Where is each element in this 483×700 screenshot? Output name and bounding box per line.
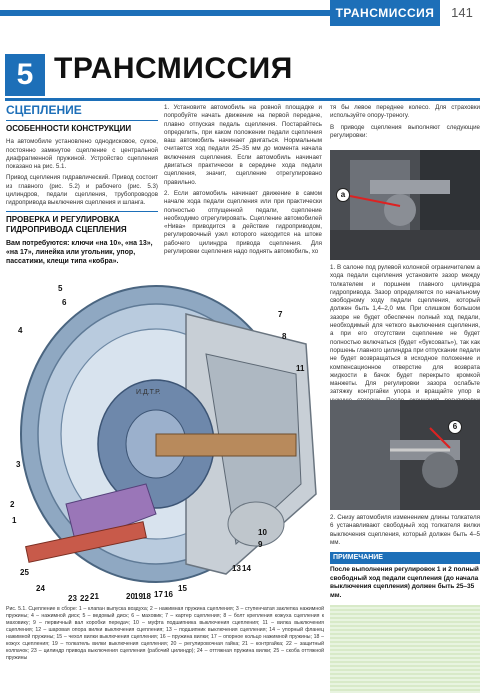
photo-pushrod-adjustment [330, 400, 480, 510]
tools-required: Вам потребуются: ключи «на 10», «на 13», «на 17», линейка или угольник, упор, пассатижи, клещи типа «кобра». [6, 239, 153, 265]
page-number: 141 [451, 5, 473, 20]
photo-pedal-image [330, 150, 480, 260]
callout-1: 1 [12, 516, 17, 525]
step-2-text: 2. Снизу автомобиля изменением длины толкателя 6 устанавливают свободный ход толкателя вилки выключения сцепления, который должен быть 4–5 мм. [330, 514, 480, 546]
column-right [330, 104, 480, 143]
callout-23: 23 [68, 594, 77, 603]
photo-label-a: а [336, 188, 350, 202]
column-middle [164, 104, 322, 259]
callout-18: 18 [142, 592, 151, 601]
figure-stamp: И.Д.Т.Р. [136, 389, 161, 396]
paragraph: 1. Установите автомобиль на ровной площадке и попробуйте начать движение на первой передаче, плавно отпуская педаль сцепления. Постарайтесь определить, при каком положении педали сцепления ваш автомобиль начинает двигаться. Нормальным считается ход педали 25–35 мм до момента начала включения сцепления. Если автомобиль начинает двигаться практически в середине хода педали сцепления, значит, сцепление отрегулировано правильно. [164, 104, 322, 186]
figure-caption: Рис. 5.1. Сцепление в сборе: 1 – клапан выпуска воздуха; 2 – нажимная пружина сцепления; 3 – ступенчатая заклепка нажимной пружины; 4 – нажимной диск; 5 – ведомый диск; 6 – маховик; 7 – картер сцепления; 8 – болт крепления кожуха сцепления к маховику; 9 – первичный вал коробки передач; 10 – муфта подшипника выключения сцепления; 11 – вилка выключения сцепления; 12 – шаровая опора вилки выключения сцепления; 13 – подшипник выключения сцепления; 14 – упорный фланец нажимной пружины; 15 – чехол вилки выключения сцепления; 16 – пружина вилки; 17 – опорное кольцо нажимной пружины; 18 – кожух сцепления; 19 – толкатель вилки выключения сцепления; 20 – регулировочная гайка; 21 – контргайка; 22 – защитный колпачок; 23 – цилиндр привода выключения сцепления (рабочий цилиндр); 24 – оттяжная пружина вилки; 25 – скоба оттяжной пружины [6, 606, 324, 661]
photo-pushrod-image [330, 400, 480, 510]
photo-pedal-adjustment [330, 150, 480, 260]
chapter-number: 5 [5, 54, 45, 96]
section-heading: СЦЕПЛЕНИЕ [6, 103, 82, 117]
clutch-cutaway-drawing [6, 284, 324, 604]
callout-14: 14 [242, 564, 251, 573]
callout-7: 7 [278, 310, 283, 319]
callout-21: 21 [90, 592, 99, 601]
callout-6: 6 [62, 298, 67, 307]
callout-9: 9 [258, 540, 263, 549]
callout-16: 16 [164, 590, 173, 599]
callout-24: 24 [36, 584, 45, 593]
subheading-design: ОСОБЕННОСТИ КОНСТРУКЦИИ [6, 120, 158, 134]
callout-2: 2 [10, 500, 15, 509]
header-section-tab: ТРАНСМИССИЯ [330, 0, 440, 26]
paragraph: тя бы левое переднее колесо. Для страховки используйте опору-треногу. [330, 104, 480, 120]
running-header [0, 0, 483, 26]
callout-20: 20 [126, 592, 135, 601]
callout-8: 8 [282, 332, 287, 341]
step-1-text: 1. В салоне под рулевой колонкой ограничителем а хода педали сцепления установите зазор между толкателем и поршнем главного цилиндра гидропривода. Зазор определяется по начальному свободному ходу педали сцепления, который должен быть 1,4–2,0 мм. При слишком большом зазоре не будет обеспечен полный ход педали, необходимый для четкого выключения сцепления, а при его отсутствии сцепление не будет полностью включаться (будет «буксовать»), так как поршень главного цилиндра при отпускании педали не будет возвращаться в исходное положение и компенсационное отверстие для возврата жидкости в бачок будет перекрыто кромкой манжеты. Для регулировки зазора ослабьте затяжку контргайки упора и вращайте упор в [330, 264, 480, 396]
callout-13: 13 [232, 564, 241, 573]
callout-15: 15 [178, 584, 187, 593]
callout-22: 22 [80, 594, 89, 603]
paragraph: Привод сцепления гидравлический. Привод состоит из главного (рис. 5.2) и рабочего (рис. 5.3) цилиндров, педали сцепления, трубопроводов гидропривода выключения сцепления и шланга. [6, 174, 158, 207]
figure-clutch-assembly [6, 284, 324, 604]
green-panel [330, 605, 480, 693]
callout-3: 3 [16, 460, 21, 469]
paragraph: 2. Если автомобиль начинает движение в самом начале хода педали сцепления или при практически полностью отпущенной педали, сцепление необходимо отрегулировать. Сцепление автомобилей «Нива» приводится в действие гидроприводом, регулировочный узел которого находится на штоке рабочего цилиндра привода сцепления. Для регулировки сцепления надо поднять автомобиль, хо [164, 189, 322, 256]
callout-5: 5 [58, 284, 63, 293]
callout-11: 11 [296, 364, 305, 373]
callout-4: 4 [18, 326, 23, 335]
column-left [6, 103, 158, 269]
callout-19: 19 [134, 592, 143, 601]
chapter-rule [5, 98, 480, 101]
callout-17: 17 [154, 590, 163, 599]
subheading-adjustment: ПРОВЕРКА И РЕГУЛИРОВКА ГИДРОПРИВОДА СЦЕПЛЕНИЯ [6, 211, 158, 235]
note-title: ПРИМЕЧАНИЕ [330, 552, 480, 564]
callout-10: 10 [258, 528, 267, 537]
header-rule [0, 10, 330, 16]
chapter-title: ТРАНСМИССИЯ [54, 52, 293, 85]
photo-label-6: 6 [448, 420, 462, 434]
callout-25: 25 [20, 568, 29, 577]
note-text: После выполнения регулировок 1 и 2 полный свободный ход педали сцепления (до начала выключения сцепления) должен быть 25–35 мм. [330, 566, 479, 599]
paragraph: В приводе сцепления выполняют следующие регулировки: [330, 123, 480, 139]
paragraph: На автомобиле установлено однодисковое, сухое, постоянно замкнутое сцепление с центральной диафрагменной пружиной. Устройство сцепления показано на рис. 5.1. [6, 138, 158, 171]
